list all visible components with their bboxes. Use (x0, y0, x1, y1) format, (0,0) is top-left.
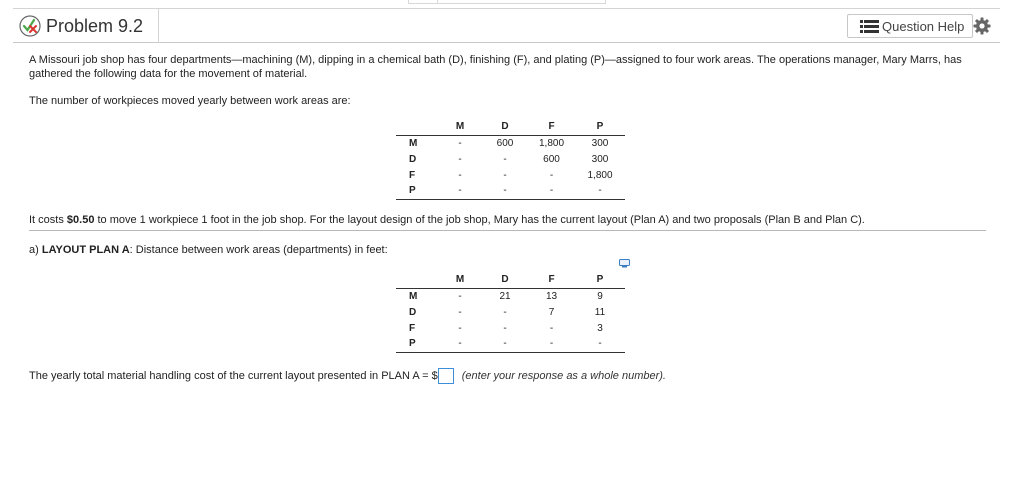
distance-table (396, 272, 625, 353)
table-cell: - (503, 322, 507, 334)
corner-cell (396, 272, 438, 288)
table-cell: 7 (548, 306, 555, 318)
answer-hint: (enter your response as a whole number). (461, 369, 666, 382)
table-row (396, 167, 625, 183)
table-cell: 21 (499, 290, 511, 302)
page-title: Problem 9.2 (46, 15, 144, 36)
table-cell: 13 (545, 290, 558, 302)
section-divider (29, 230, 986, 231)
cost-value: $0.50 (66, 214, 95, 226)
gear-icon[interactable] (973, 17, 991, 35)
question-text: The yearly total material handling cost of the current layout presented in PLAN A = $ (29, 369, 438, 382)
cost-post: to move 1 workpiece 1 foot in the job shop. For the layout design of the job shop, Mary has the current layout (Plan A) and two proposals (Plan B and Plan C). (94, 214, 865, 226)
row-header: D (409, 153, 417, 165)
table-cell: - (503, 153, 507, 165)
plan-a-prefix: a) (29, 244, 42, 256)
table-cell: 300 (591, 137, 609, 149)
table-cell: 3 (597, 322, 603, 334)
row-header: P (396, 336, 438, 352)
table-cell: - (503, 169, 507, 181)
column-header: P (575, 272, 625, 288)
table-header-row (396, 272, 625, 288)
flow-table (396, 119, 625, 200)
plan-a-suffix: : Distance between work areas (departments) in feet: (129, 244, 388, 256)
corner-cell (396, 119, 438, 135)
answer-input[interactable] (438, 368, 454, 384)
row-header: F (409, 322, 416, 334)
table-cell: - (575, 183, 625, 199)
column-header: M (438, 272, 482, 288)
table-cell: - (482, 183, 528, 199)
problem-header (13, 8, 1000, 43)
table-row (396, 288, 625, 304)
table-cell: - (575, 336, 625, 352)
plan-a-label: LAYOUT PLAN A (41, 244, 130, 256)
table-cell: 11 (594, 306, 606, 318)
question-help-label: Question Help (882, 18, 965, 34)
table-row (396, 151, 625, 167)
flow-heading: The number of workpieces moved yearly between work areas are: (29, 95, 351, 107)
answer-question (29, 368, 666, 384)
title-box (13, 9, 159, 43)
column-header: F (528, 272, 575, 288)
table-cell: - (482, 336, 528, 352)
column-header: P (575, 119, 625, 135)
table-cell: - (458, 137, 462, 149)
cost-pre: It costs (29, 214, 67, 226)
table-cell: 1,800 (538, 137, 565, 149)
table-cell: - (503, 306, 507, 318)
column-header: F (528, 119, 575, 135)
table-cell: - (549, 322, 554, 334)
row-header: P (396, 183, 438, 199)
table-cell: - (528, 183, 575, 199)
cost-text (29, 213, 865, 227)
table-cell: - (438, 183, 482, 199)
table-cell: 1,800 (587, 169, 613, 181)
row-header: M (409, 290, 418, 302)
table-cell: 300 (591, 153, 609, 165)
table-cell: - (458, 169, 462, 181)
row-header: D (409, 306, 417, 318)
list-icon (860, 20, 879, 33)
table-cell: 9 (597, 290, 603, 302)
column-header: D (482, 272, 528, 288)
table-header-row (396, 119, 625, 135)
top-tab-strip (408, 0, 606, 4)
question-help-button[interactable] (847, 14, 973, 38)
row-header: F (409, 169, 416, 181)
partial-credit-icon (19, 15, 41, 37)
copy-icon[interactable] (619, 259, 630, 268)
row-header: M (409, 137, 418, 149)
table-row (396, 304, 625, 320)
table-row (396, 320, 625, 336)
table-cell: - (438, 336, 482, 352)
column-header: D (482, 119, 528, 135)
table-cell: - (549, 169, 554, 181)
table-row (396, 336, 625, 352)
table-cell: - (458, 322, 462, 334)
table-row (396, 135, 625, 151)
table-cell: - (458, 306, 462, 318)
plan-a-heading (29, 243, 388, 257)
table-cell: 600 (496, 137, 514, 149)
table-cell: - (528, 336, 575, 352)
table-row (396, 183, 625, 199)
intro-text: A Missouri job shop has four departments—machining (M), dipping in a chemical bath (D), finishing (F), and plating (P)—assigned to four work areas. The operations manager, Mary Marrs, has gathered the following data for the movement of material. (29, 54, 962, 80)
column-header: M (438, 119, 482, 135)
table-cell: 600 (543, 153, 560, 165)
table-cell: - (458, 153, 462, 165)
table-cell: - (458, 290, 462, 302)
